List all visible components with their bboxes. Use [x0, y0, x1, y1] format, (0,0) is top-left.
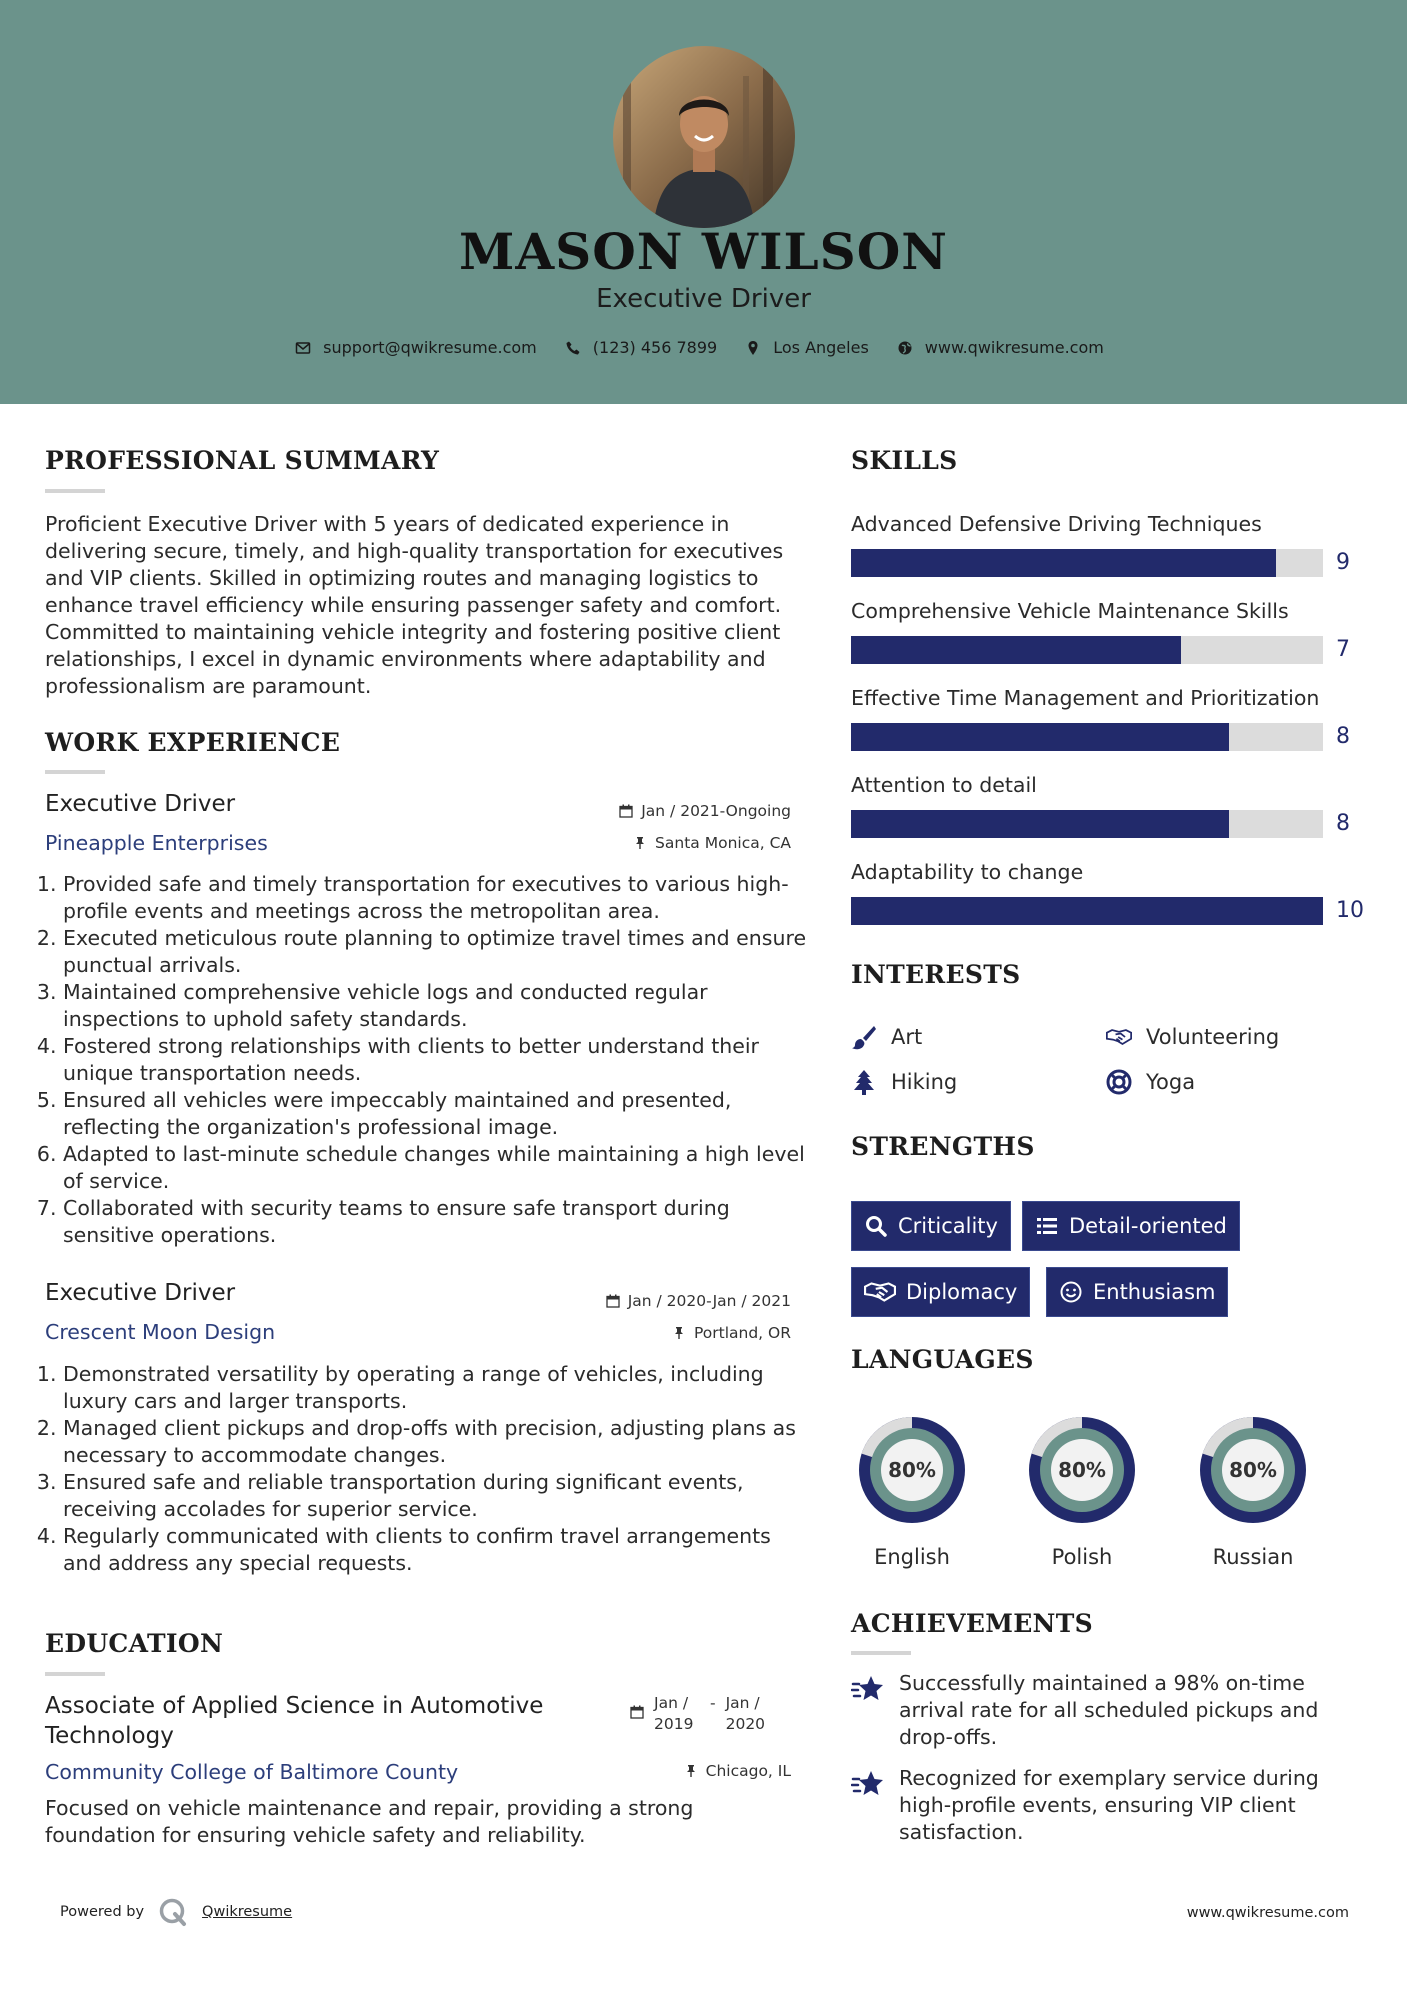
interests-heading: INTERESTS — [851, 960, 1021, 989]
education-dates: Jan / 2019 - Jan / 2020 — [630, 1693, 772, 1735]
language-ring — [1021, 1409, 1143, 1531]
achievement-item-2: Recognized for exemplary service during high-profile events, ensuring VIP client satisfaction. — [851, 1765, 1331, 1846]
summary-heading: PROFESSIONAL SUMMARY — [45, 446, 440, 475]
skill-label: Attention to detail — [851, 773, 1037, 797]
language-percent: 80% — [1058, 1458, 1106, 1482]
skill-label: Advanced Defensive Driving Techniques — [851, 512, 1262, 536]
contact-phone[interactable] — [565, 338, 717, 357]
star-award-icon — [851, 1767, 885, 1801]
skill-bar-fill — [851, 897, 1323, 925]
phone-text[interactable]: (123) 456 7899 — [592, 338, 718, 357]
envelope-icon — [295, 340, 311, 356]
summary-divider — [45, 489, 105, 493]
education-divider — [45, 1672, 105, 1676]
email-text[interactable]: support@qwikresume.com — [323, 338, 537, 357]
candidate-name: MASON WILSON — [459, 222, 948, 281]
education-school: Community College of Baltimore County — [45, 1760, 459, 1784]
strength-detail-oriented: Detail-oriented — [1022, 1201, 1240, 1251]
list-item: 2. Executed meticulous route planning to optimize travel times and ensure punctual arrivals. — [63, 925, 811, 979]
handshake-icon — [1106, 1024, 1132, 1050]
candidate-title: Executive Driver — [596, 284, 811, 314]
contact-location — [745, 338, 869, 357]
skill-bar-fill — [851, 723, 1229, 751]
header-banner — [0, 0, 1407, 404]
pushpin-icon — [684, 1764, 698, 1778]
list-item: 2. Managed client pickups and drop-offs with precision, adjusting plans as necessary to accommodate changes. — [63, 1415, 811, 1469]
achievements-heading: ACHIEVEMENTS — [851, 1609, 1093, 1638]
calendar-icon — [630, 1705, 644, 1719]
skill-bar-track — [851, 810, 1323, 838]
achievements-divider — [851, 1651, 911, 1655]
achievement-item-1: Successfully maintained a 98% on-time arrival rate for all scheduled pickups and drop-offs. — [851, 1670, 1331, 1751]
interest-art: Art — [851, 1024, 922, 1050]
profile-photo — [613, 46, 795, 228]
language-percent: 80% — [888, 1458, 936, 1482]
language-name: English — [874, 1545, 950, 1569]
strengths-heading: STRENGTHS — [851, 1132, 1035, 1161]
education-description: Focused on vehicle maintenance and repair, providing a strong foundation for ensuring vehicle safety and reliability. — [45, 1796, 694, 1847]
experience-divider — [45, 770, 105, 774]
contact-bar — [0, 338, 1407, 357]
star-award-icon — [851, 1672, 885, 1706]
language-ring — [1192, 1409, 1314, 1531]
location-text: Los Angeles — [773, 338, 869, 357]
smile-icon — [1059, 1280, 1083, 1304]
skill-bar-track — [851, 723, 1323, 751]
job-1-dates: Jan / 2021-Ongoing — [619, 802, 791, 820]
list-item: 4. Fostered strong relationships with clients to better understand their unique transportation needs. — [63, 1033, 811, 1087]
globe-icon — [897, 340, 913, 356]
handshake-icon — [864, 1280, 896, 1304]
job-1-location: Santa Monica, CA — [633, 834, 791, 852]
skill-bar-track — [851, 549, 1323, 577]
skill-bar-fill — [851, 636, 1181, 664]
skill-bar-track — [851, 897, 1323, 925]
footer-website[interactable]: www.qwikresume.com — [1186, 1905, 1349, 1921]
skill-value: 9 — [1336, 550, 1350, 575]
language-percent: 80% — [1229, 1458, 1277, 1482]
footer-brand-link[interactable]: Qwikresume — [202, 1904, 293, 1920]
pushpin-icon — [672, 1326, 686, 1340]
list-item: 1. Demonstrated versatility by operating a range of vehicles, including luxury cars and larger transports. — [63, 1361, 811, 1415]
language-ring — [851, 1409, 973, 1531]
education-degree: Associate of Applied Science in Automotive Technology — [45, 1693, 544, 1749]
skill-value: 8 — [1336, 811, 1350, 836]
contact-email[interactable] — [295, 338, 537, 357]
interest-yoga: Yoga — [1106, 1069, 1195, 1095]
strength-enthusiasm: Enthusiasm — [1046, 1267, 1228, 1317]
list-item: 3. Maintained comprehensive vehicle logs and conducted regular inspections to uphold safety standards. — [63, 979, 811, 1033]
skill-label: Adaptability to change — [851, 860, 1084, 884]
list-item: 1. Provided safe and timely transportation for executives to various high-profile events and meetings across the metropolitan area. — [63, 871, 811, 925]
skill-bar-track — [851, 636, 1323, 664]
website-text[interactable]: www.qwikresume.com — [924, 338, 1104, 357]
list-item: 7. Collaborated with security teams to ensure safe transport during sensitive operations. — [63, 1195, 811, 1249]
skill-value: 7 — [1336, 637, 1350, 662]
pushpin-icon — [633, 836, 647, 850]
list-item: 5. Ensured all vehicles were impeccably maintained and presented, reflecting the organization's professional image. — [63, 1087, 811, 1141]
job-1-bullets — [45, 871, 811, 1249]
skill-value: 8 — [1336, 724, 1350, 749]
calendar-icon — [606, 1294, 620, 1308]
strength-criticality: Criticality — [851, 1201, 1011, 1251]
skills-heading: SKILLS — [851, 446, 958, 475]
interest-volunteering: Volunteering — [1106, 1024, 1279, 1050]
calendar-icon — [619, 804, 633, 818]
map-pin-icon — [745, 340, 761, 356]
contact-website[interactable] — [897, 338, 1104, 357]
skill-label: Comprehensive Vehicle Maintenance Skills — [851, 599, 1289, 623]
skill-label: Effective Time Management and Prioritization — [851, 686, 1320, 710]
job-2-location: Portland, OR — [672, 1324, 791, 1342]
education-location: Chicago, IL — [684, 1762, 791, 1780]
interest-hiking: Hiking — [851, 1069, 957, 1095]
skill-value: 10 — [1336, 898, 1364, 923]
list-icon — [1035, 1214, 1059, 1238]
language-name: Russian — [1212, 1545, 1294, 1569]
job-2-company: Crescent Moon Design — [45, 1320, 276, 1344]
job-1-role: Executive Driver — [45, 791, 236, 817]
phone-icon — [565, 340, 581, 356]
education-heading: EDUCATION — [45, 1629, 224, 1658]
list-item: 4. Regularly communicated with clients to confirm travel arrangements and address any special requests. — [63, 1523, 811, 1577]
tree-icon — [851, 1069, 877, 1095]
list-item: 6. Adapted to last-minute schedule changes while maintaining a high level of service. — [63, 1141, 811, 1195]
job-2-dates: Jan / 2020-Jan / 2021 — [606, 1292, 791, 1310]
lifering-icon — [1106, 1069, 1132, 1095]
skill-bar-fill — [851, 810, 1229, 838]
job-2-role: Executive Driver — [45, 1280, 236, 1306]
strength-diplomacy: Diplomacy — [851, 1267, 1030, 1317]
summary-text: Proficient Executive Driver with 5 years of dedicated experience in delivering secure, timely, and high-quality transportation for executives and VIP clients. Skilled in optimizing routes and managing logistics to enhance travel efficiency while ensuring passenger safety and comfort. Committed to maintaining vehicle integrity and fostering positive client relationships, I excel in dynamic environments where adaptability and professionalism are paramount. — [45, 512, 784, 698]
list-item: 3. Ensured safe and reliable transportation during significant events, receiving accolades for superior service. — [63, 1469, 811, 1523]
search-icon — [864, 1214, 888, 1238]
job-1-company: Pineapple Enterprises — [45, 831, 268, 855]
languages-heading: LANGUAGES — [851, 1345, 1034, 1374]
skill-bar-fill — [851, 549, 1276, 577]
qwikresume-logo-icon — [158, 1897, 188, 1927]
paintbrush-icon — [851, 1024, 877, 1050]
job-2-bullets — [45, 1361, 811, 1577]
footer-powered-by: Powered by Qwikresume — [60, 1897, 292, 1927]
experience-heading: WORK EXPERIENCE — [45, 728, 341, 757]
language-name: Polish — [1051, 1545, 1113, 1569]
